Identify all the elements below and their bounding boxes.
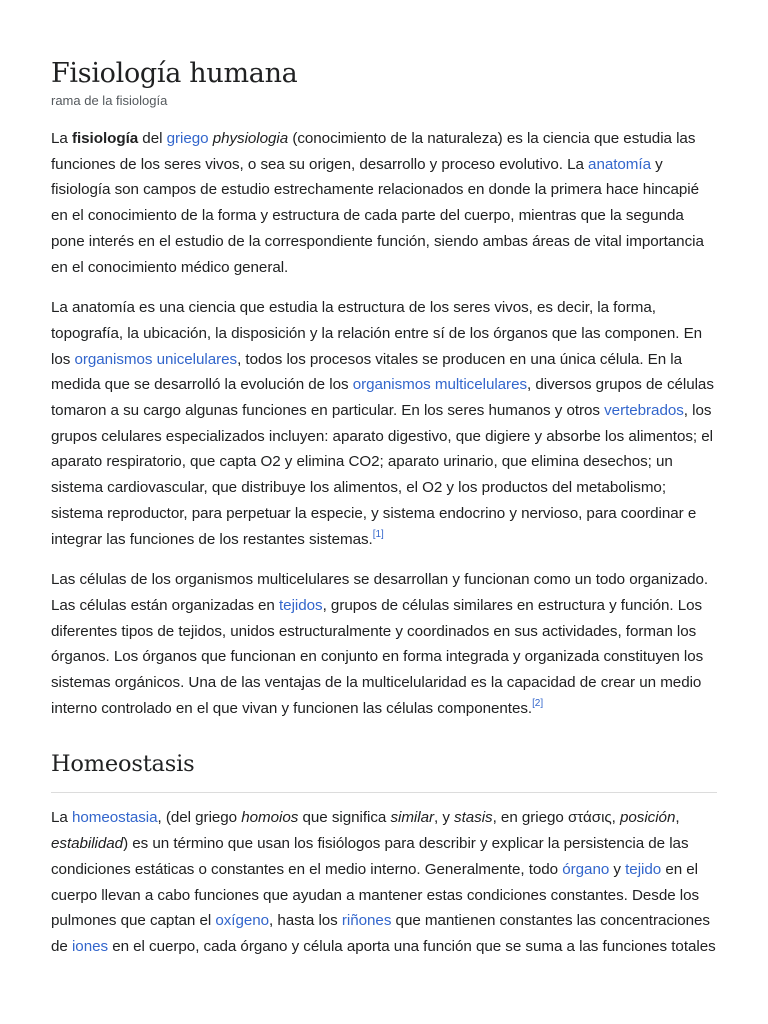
link-organismos-multicelulares[interactable]: organismos multicelulares [352, 376, 528, 394]
italic-term: posición [620, 809, 676, 827]
link-rinones[interactable]: riñones [341, 912, 392, 930]
text: Las células de los organismos multicelulares se desarrollan y funcionan como un todo organizado. Las células están organizadas en [51, 571, 709, 614]
italic-term: estabilidad [51, 835, 124, 853]
italic-term: stasis [454, 809, 493, 827]
link-oxigeno[interactable]: oxígeno [215, 912, 270, 930]
text: y [609, 860, 626, 878]
text: , en griego στάσις, [492, 809, 621, 827]
text: y fisiología son campos de estudio estrechamente relacionados en donde la primera hace hincapié en el conocimiento de la forma y estructura de cada parte del cuerpo, mientras que la segunda pone interés en el estudio de la correspondiente función, siendo ambas áreas de vital importancia en el conocimiento médico general. [51, 155, 704, 276]
link-tejido[interactable]: tejido [625, 860, 662, 878]
text: La [51, 130, 72, 147]
text: , [675, 809, 680, 827]
reference-2[interactable]: [2] [532, 697, 544, 709]
link-iones[interactable]: iones [71, 937, 109, 955]
text: (conocimiento de la naturaleza) es la ciencia que estudia las funciones de los seres vivos, o sea su origen, desarrollo y proceso evolutivo. La [51, 130, 696, 173]
link-vertebrados[interactable]: vertebrados [604, 402, 684, 420]
link-organo[interactable]: órgano [562, 860, 610, 878]
link-griego[interactable]: griego [166, 130, 209, 147]
page-subtitle: rama de la fisiología [51, 93, 168, 108]
link-tejidos[interactable]: tejidos [279, 596, 323, 614]
text: en el cuerpo, cada órgano y célula aporta una función que se suma a las funciones totales [108, 937, 716, 955]
text: que mantienen constantes las concentraciones de [51, 912, 710, 955]
text: ) es un término que usan los fisiólogos para describir y explicar la persistencia de las condiciones estáticas o constantes en el medio interno. Generalmente, todo [51, 835, 689, 878]
link-organismos-unicelulares[interactable]: organismos unicelulares [74, 350, 238, 368]
link-homeostasia[interactable]: homeostasia [71, 809, 158, 827]
bold-term: fisiología [71, 130, 139, 147]
text: , y [433, 809, 455, 827]
text: , (del griego [157, 809, 242, 827]
paragraph-homeostasis [51, 805, 717, 959]
text: , grupos de células similares en estructura y función. Los diferentes tipos de tejidos, unidos estructuralmente y coordinados en sus actividades, forman los órganos. Los órganos que funcionan en conjunto en forma integrada y organizada constituyen los sistemas orgánicos. Una de las ventajas de la multicelularidad es la capacidad de crear un medio interno controlado en el que vivan y funcionen las células componentes. [51, 596, 704, 717]
text: del [138, 130, 167, 147]
section-heading-homeostasis: Homeostasis [51, 748, 717, 793]
text: en el cuerpo llevan a cabo funciones que ayudan a mantener estas condiciones constantes. Desde los pulmones que captan el [51, 860, 700, 930]
paragraph-cells [51, 567, 717, 721]
reference-1[interactable]: [1] [372, 528, 384, 540]
link-anatomia[interactable]: anatomía [588, 155, 651, 173]
paragraph-anatomy [51, 295, 717, 552]
italic-term: homoios [241, 809, 299, 827]
page-title: Fisiología humana [51, 58, 298, 89]
text: La anatomía es una ciencia que estudia la estructura de los seres vivos, es decir, la forma, topografía, la ubicación, la disposición y la relación entre sí de los órganos que las componen. En los [51, 299, 703, 368]
italic-term: physiologia [212, 130, 289, 147]
paragraph-intro [51, 126, 717, 280]
italic-term: similar [390, 809, 434, 827]
text: , diversos grupos de células tomaron a su cargo algunas funciones en particular. En los seres humanos y otros [51, 376, 714, 420]
text: , los grupos celulares especializados incluyen: aparato digestivo, que digiere y absorbe los alimentos; el aparato respiratorio, que capta O2 y elimina CO2; aparato urinario, que elimina desechos; un sistema cardiovascular, que distribuye los alimentos, el O2 y los productos del metabolismo; sistema reproductor, para perpetuar la especie, y sistema endocrino y nervioso, para coordinar e integrar las funciones de los restantes sistemas. [51, 402, 713, 548]
text: , todos los procesos vitales se producen en una única célula. En la medida que se desarrolló la evolución de los [51, 350, 683, 394]
text: que significa [298, 809, 391, 827]
text: La [51, 809, 72, 827]
text: , hasta los [269, 912, 342, 930]
